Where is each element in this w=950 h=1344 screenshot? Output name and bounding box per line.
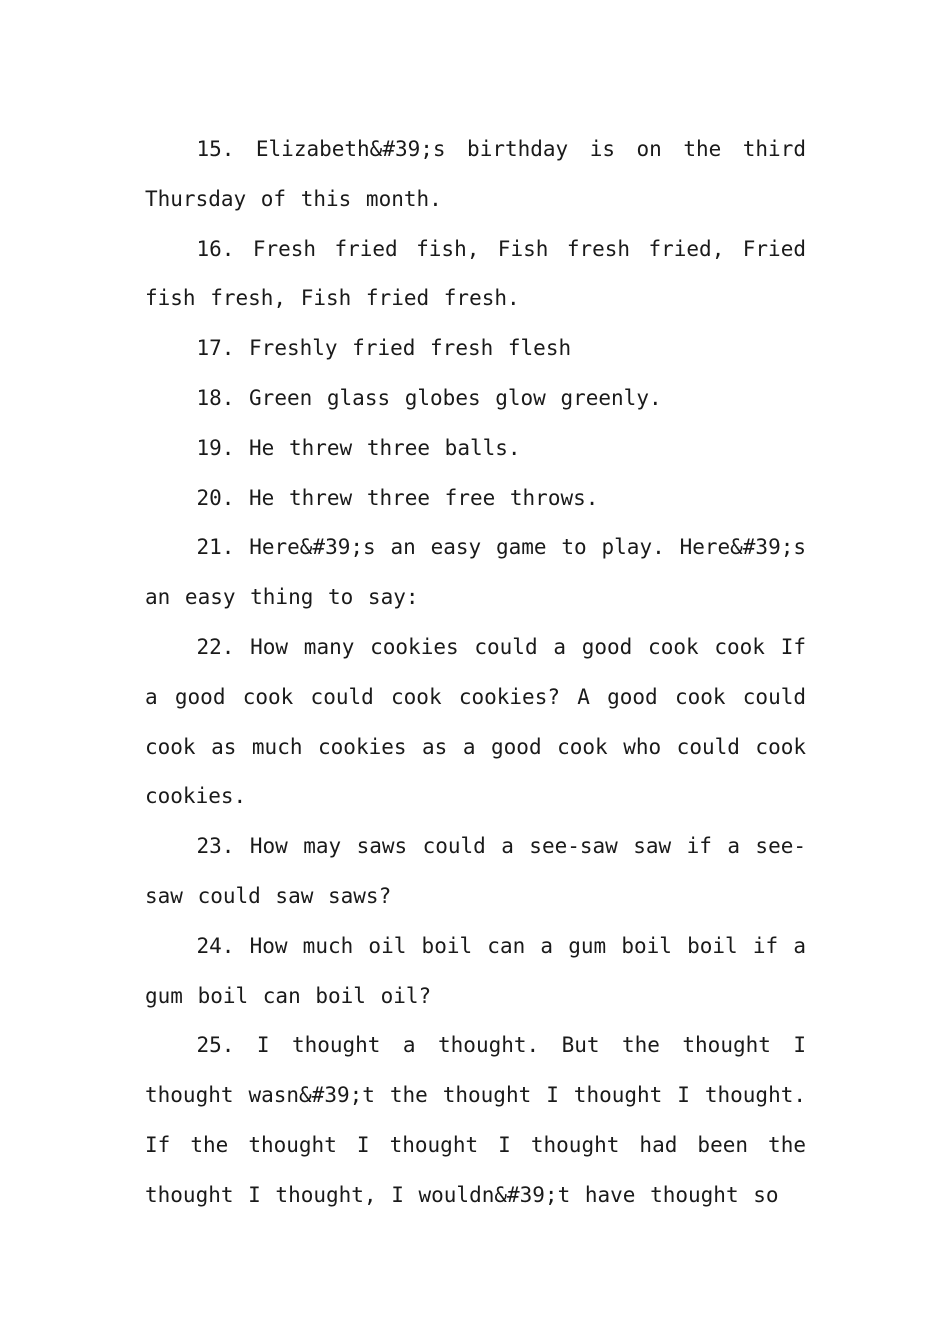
paragraph-15 (145, 125, 806, 225)
paragraph-25 (145, 1021, 806, 1220)
paragraph-17 (145, 324, 806, 374)
paragraph-18 (145, 374, 806, 424)
paragraph-16 (145, 225, 806, 325)
paragraph-number: 21. (196, 535, 235, 560)
paragraph-text: Elizabeth&#39;s birthday is on the third Thursday of this month. (145, 137, 806, 211)
paragraph-23 (145, 822, 806, 922)
paragraph-text: Here&#39;s an easy game to play. Here&#39;s an easy thing to say: (145, 535, 806, 610)
paragraph-text: How many cookies could a good cook cook If a good cook could cook cookies? A good cook could cook as much cookies as a good cook who could cook cookies. (145, 634, 806, 809)
paragraph-22 (145, 623, 806, 822)
paragraph-text: How may saws could a see-saw saw if a see-saw could saw saws? (145, 834, 806, 908)
paragraph-number: 17. (196, 336, 235, 361)
paragraph-text: He threw three balls. (249, 435, 521, 460)
paragraph-text: I thought a thought. But the thought I thought wasn&#39;t the thought I thought I thought. If the thought I thought I thought had been the thought I thought, I wouldn&#39;t have thought so (145, 1033, 806, 1207)
paragraph-text: Fresh fried fish, Fish fresh fried, Fried fish fresh, Fish fried fresh. (145, 236, 806, 311)
paragraph-number: 23. (196, 834, 235, 859)
paragraph-number: 19. (196, 435, 235, 460)
paragraph-text: How much oil boil can a gum boil boil if a gum boil can boil oil? (145, 933, 806, 1008)
paragraph-number: 22. (196, 634, 235, 659)
paragraph-24 (145, 922, 806, 1022)
document-body (145, 125, 806, 1221)
paragraph-text: Freshly fried fresh flesh (249, 336, 572, 361)
paragraph-21 (145, 523, 806, 623)
paragraph-number: 20. (196, 485, 235, 510)
paragraph-text: Green glass globes glow greenly. (249, 385, 662, 410)
paragraph-19 (145, 424, 806, 474)
paragraph-number: 24. (196, 933, 235, 958)
paragraph-number: 15. (196, 137, 235, 161)
paragraph-number: 18. (196, 385, 235, 410)
paragraph-number: 25. (196, 1033, 235, 1058)
paragraph-number: 16. (196, 236, 235, 261)
paragraph-20 (145, 474, 806, 524)
paragraph-text: He threw three free throws. (249, 485, 599, 510)
